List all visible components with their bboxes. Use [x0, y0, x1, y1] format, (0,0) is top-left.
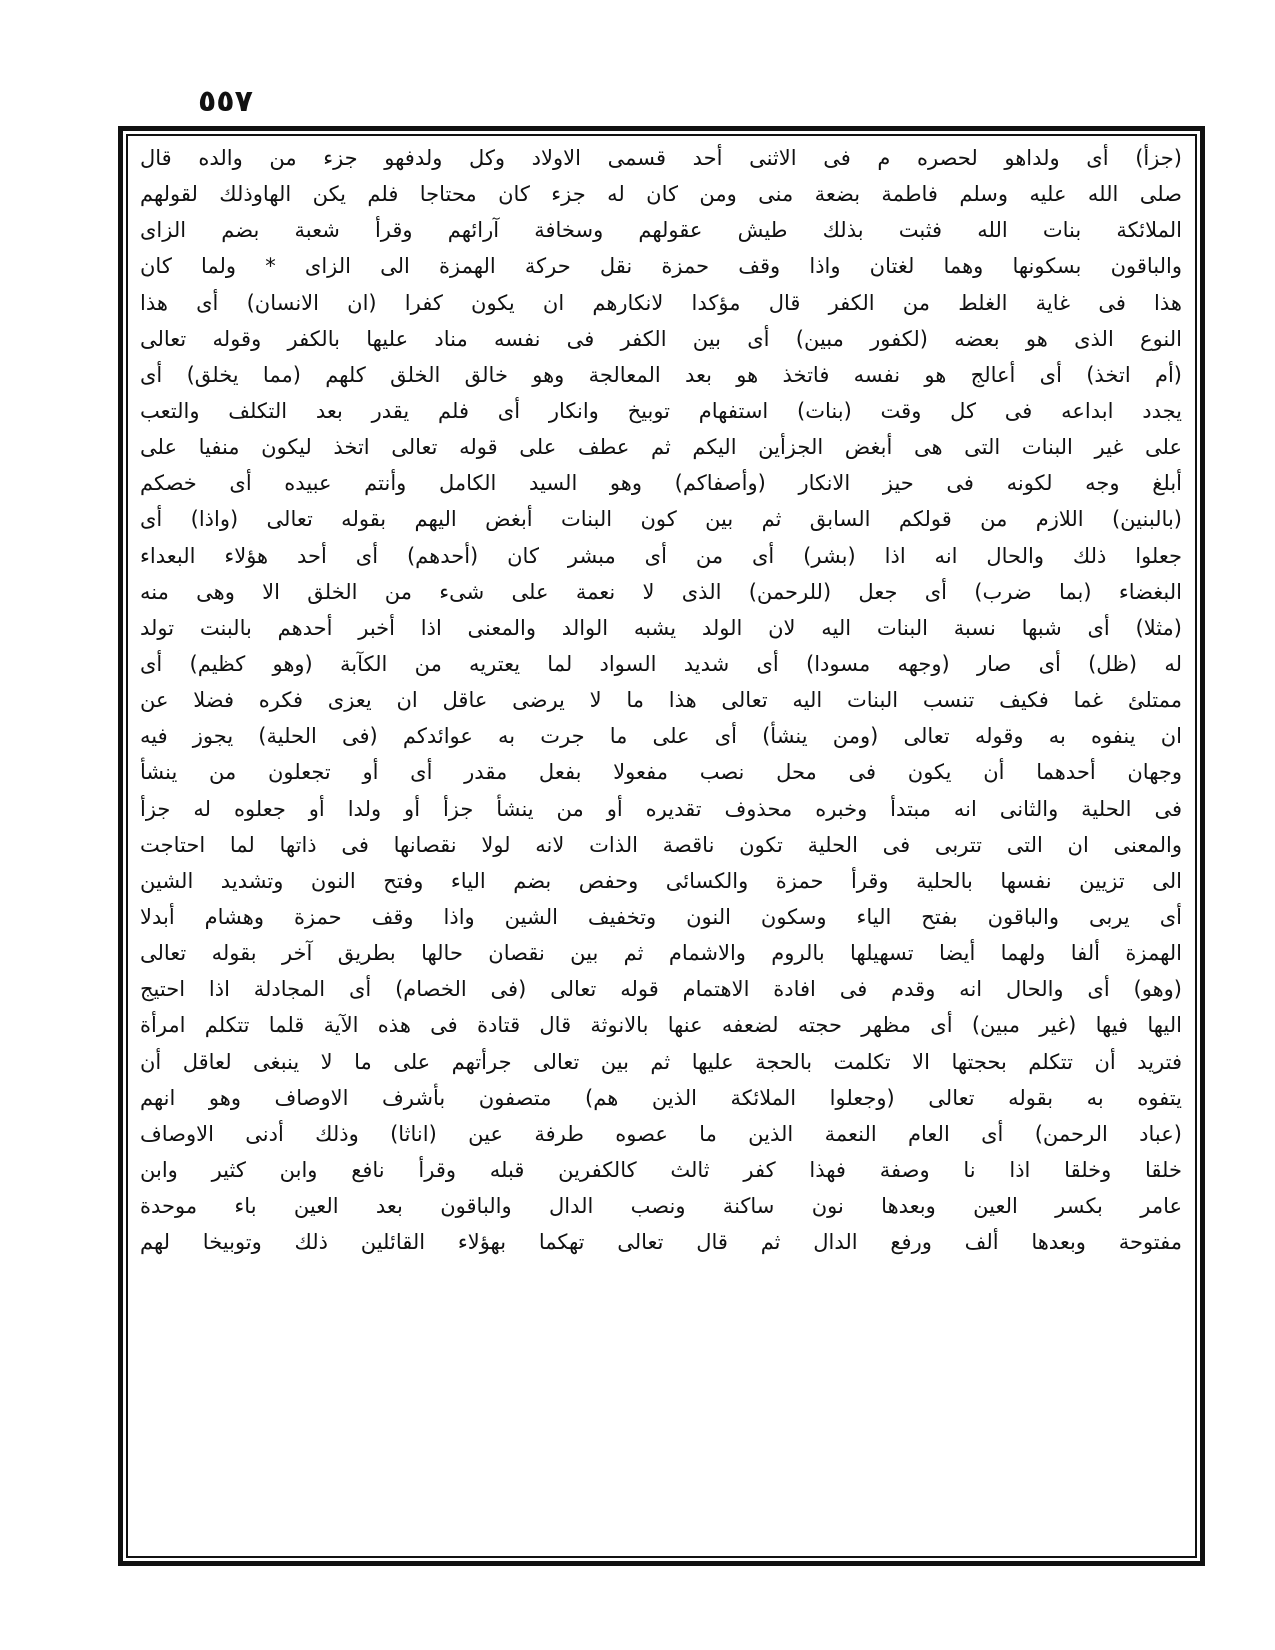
- text-block: [140, 140, 1182, 1550]
- text-line: عامر بكسر العين وبعدها نون ساكنة ونصب الدال والباقون بعد العين باء موحدة: [140, 1194, 1182, 1219]
- text-line: الى تزيين نفسها بالحلية وقرأ حمزة والكسائى وحفص بضم الياء وفتح النون وتشديد الشين: [140, 868, 1182, 893]
- text-line: يجدد ابداعه فى كل وقت (بنات) استفهام توبيخ وانكار أى فلم يقدر بعد التكلف والتعب: [140, 398, 1182, 423]
- text-line: فى الحلية والثانى انه مبتدأ وخبره محذوف تقديره أو من ينشأ جزأ أو ولدا أو جعلوه له جزأ: [140, 796, 1182, 821]
- text-line: أبلغ وجه لكونه فى حيز الانكار (وأصفاكم) وهو السيد الكامل وأنتم عبيده أى خصكم: [140, 471, 1182, 496]
- text-line: البغضاء (بما ضرب) أى جعل (للرحمن) الذى لا نعمة على شىء من الخلق الا وهى منه: [140, 579, 1182, 604]
- text-line: صلى الله عليه وسلم فاطمة بضعة منى ومن كان له جزء كان محتاجا فلم يكن الهاوذلك لقولهم: [140, 182, 1182, 207]
- text-line: اليها فيها (غير مبين) أى مظهر حجته لضعفه عنها بالانوثة قال قتادة فى هذه الآية قلما تتكلم امرأة: [140, 1013, 1182, 1038]
- text-line: على غير البنات التى هى أبغض الجزأين اليكم ثم عطف على قوله تعالى اتخذ ليكون منفيا على: [140, 435, 1182, 460]
- text-line: والمعنى ان التى تتربى فى الحلية تكون ناقصة الذات لانه لولا نقصانها فى ذاتها لما احتاجت: [140, 832, 1182, 857]
- text-line: (عباد الرحمن) أى العام النعمة الذين ما عصوه طرفة عين (اناثا) وذلك أدنى الاوصاف: [140, 1121, 1182, 1146]
- text-line: (وهو) أى والحال انه وقدم فى افادة الاهتمام قوله تعالى (فى الخصام) أى المجادلة اذا احتيج: [140, 977, 1182, 1002]
- text-line: وجهان أحدهما أن يكون فى محل نصب مفعولا بفعل مقدر أى أو تجعلون من ينشأ: [140, 760, 1182, 785]
- text-line: يتفوه به بقوله تعالى (وجعلوا الملائكة الذين هم) متصفون بأشرف الاوصاف وهو انهم: [140, 1085, 1182, 1110]
- text-line: له (ظل) أى صار (وجهه مسودا) أى شديد السواد لما يعتريه من الكآبة (وهو كظيم) أى: [140, 651, 1182, 676]
- text-line: (أم اتخذ) أى أعالج هو نفسه فاتخذ هو بعد المعالجة وهو خالق الخلق كلهم (مما يخلق) أى: [140, 362, 1182, 387]
- text-line: النوع الذى هو بعضه (لكفور مبين) أى بين الكفر فى نفسه مناد عليها بالكفر وقوله تعالى: [140, 326, 1182, 351]
- text-line: جعلوا ذلك والحال انه اذا (بشر) أى من أى مبشر كان (أحدهم) أى أحد هؤلاء البعداء: [140, 543, 1182, 568]
- page-number: ٥٥٧: [198, 84, 253, 119]
- text-line: الملائكة بنات الله فثبت بذلك طيش عقولهم وسخافة آرائهم وقرأ شعبة بضم الزاى: [140, 218, 1182, 243]
- text-line: مفتوحة وبعدها ألف ورفع الدال ثم قال تعالى تهكما بهؤلاء القائلين ذلك وتوبيخا لهم: [140, 1230, 1182, 1255]
- text-line: ان ينفوه به وقوله تعالى (ومن ينشأ) أى على ما جرت به عوائدكم (فى الحلية) يجوز فيه: [140, 724, 1182, 749]
- text-line: (جزأ) أى ولداهو لحصره م فى الاثنى أحد قسمى الاولاد وكل ولدفهو جزء من والده قال: [140, 146, 1182, 170]
- text-line: فتريد أن تتكلم بحجتها الا تكلمت بالحجة عليها ثم بين تعالى جرأتهم على ما لا ينبغى لعاقل أن: [140, 1049, 1182, 1074]
- text-line: (بالبنين) اللازم من قولكم السابق ثم بين كون البنات أبغض اليهم بقوله تعالى (واذا) أى: [140, 507, 1182, 532]
- text-line: الهمزة ألفا ولهما أيضا تسهيلها بالروم والاشمام ثم بين نقصان حالها بطريق آخر بقوله تعالى: [140, 941, 1182, 966]
- text-line: (مثلا) أى شبها نسبة البنات اليه لان الولد يشبه الوالد والمعنى اذا أخبر أحدهم بالبنت تولد: [140, 615, 1182, 640]
- text-line: أى يربى والباقون بفتح الياء وسكون النون وتخفيف الشين واذا وقف حمزة وهشام أبدلا: [140, 904, 1182, 929]
- text-line: خلقا وخلقا اذا نا وصفة فهذا كفر ثالث كالكفرين قبله وقرأ نافع وابن كثير وابن: [140, 1157, 1182, 1182]
- text-line: هذا فى غاية الغلط من الكفر قال مؤكدا لانكارهم ان يكون كفرا (ان الانسان) أى هذا: [140, 290, 1182, 315]
- text-line: ممتلئ غما فكيف تنسب البنات اليه تعالى هذا ما لا يرضى عاقل ان يعزى فكره فضلا عن: [140, 688, 1182, 713]
- text-line: والباقون بسكونها وهما لغتان واذا وقف حمزة نقل حركة الهمزة الى الزاى * ولما كان: [140, 254, 1182, 279]
